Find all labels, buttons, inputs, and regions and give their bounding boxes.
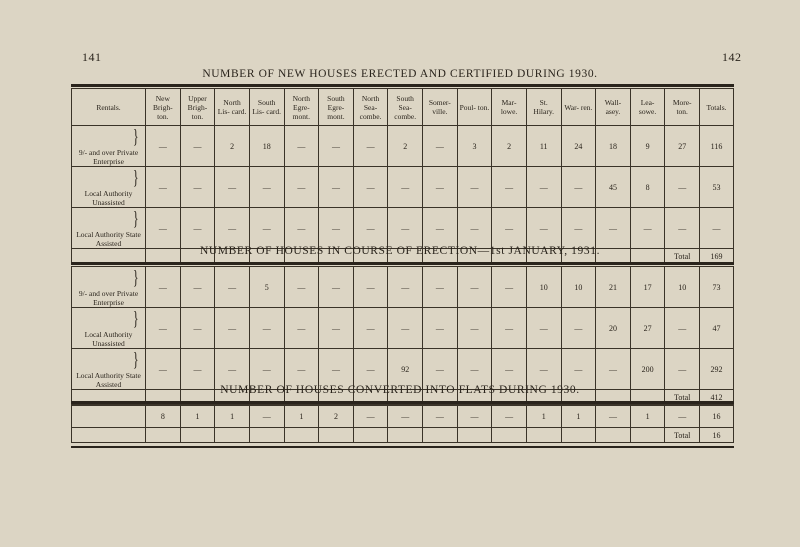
table-cell: — xyxy=(215,167,250,208)
table-row xyxy=(72,126,734,167)
total-label: Total xyxy=(665,428,700,443)
table-cell: — xyxy=(630,208,665,249)
table-cell: — xyxy=(284,167,319,208)
brace-mark: } xyxy=(133,167,140,189)
section1-table xyxy=(71,88,734,264)
section3-total-row xyxy=(72,428,734,443)
table-cell: — xyxy=(561,308,596,349)
table-cell: — xyxy=(353,308,388,349)
table-cell: 3 xyxy=(457,126,492,167)
table-cell: — xyxy=(215,267,250,308)
table-cell: — xyxy=(457,208,492,249)
table-cell: 53 xyxy=(700,167,734,208)
table-cell: — xyxy=(665,308,700,349)
empty-cell xyxy=(388,428,423,443)
table-cell: — xyxy=(423,349,458,390)
table-cell: — xyxy=(561,208,596,249)
table-cell: — xyxy=(249,406,284,428)
table-cell: — xyxy=(180,349,215,390)
table-cell: 20 xyxy=(596,308,631,349)
brace-mark: } xyxy=(133,308,140,330)
table-cell: 1 xyxy=(215,406,250,428)
table-cell: — xyxy=(492,349,527,390)
table-cell: — xyxy=(180,126,215,167)
table-cell: — xyxy=(319,208,354,249)
table-cell: 1 xyxy=(561,406,596,428)
section2-top-rule xyxy=(71,262,734,265)
table-cell: — xyxy=(180,208,215,249)
empty-cell xyxy=(284,428,319,443)
brace-mark: } xyxy=(133,267,140,289)
table-cell: — xyxy=(457,406,492,428)
row-label-text: Local Authority State Assisted xyxy=(76,230,141,248)
table-cell: — xyxy=(180,308,215,349)
table-cell: — xyxy=(457,167,492,208)
column-header: South Egre- mont. xyxy=(319,89,354,126)
column-header: Wall- asey. xyxy=(596,89,631,126)
empty-cell xyxy=(630,428,665,443)
table-cell: 200 xyxy=(630,349,665,390)
table-cell: — xyxy=(215,349,250,390)
table-cell: — xyxy=(492,208,527,249)
empty-cell xyxy=(596,428,631,443)
table-cell: 1 xyxy=(180,406,215,428)
table-cell: — xyxy=(665,406,700,428)
table-cell: 21 xyxy=(596,267,631,308)
section3-bottom-rule xyxy=(71,446,734,448)
empty-cell xyxy=(423,428,458,443)
empty-cell xyxy=(72,428,146,443)
empty-cell xyxy=(180,428,215,443)
table-cell: 2 xyxy=(215,126,250,167)
column-header: Totals. xyxy=(700,89,734,126)
table-cell: — xyxy=(596,406,631,428)
section1-title: NUMBER OF NEW HOUSES ERECTED AND CERTIFIED DURING 1930. xyxy=(202,68,598,80)
table-cell: — xyxy=(423,167,458,208)
column-header: St. Hilary. xyxy=(526,89,561,126)
table-cell: 2 xyxy=(319,406,354,428)
table-cell: 1 xyxy=(284,406,319,428)
empty-cell xyxy=(457,428,492,443)
row-label-text: Local Authority Unassisted xyxy=(84,330,133,348)
table-cell: — xyxy=(526,208,561,249)
row-label xyxy=(72,406,146,428)
table-cell: 8 xyxy=(630,167,665,208)
brace-mark: } xyxy=(133,208,140,230)
brace-mark: } xyxy=(133,126,140,148)
table-cell: — xyxy=(492,267,527,308)
table-cell: 24 xyxy=(561,126,596,167)
column-header: War- ren. xyxy=(561,89,596,126)
column-header: North Sea- combe. xyxy=(353,89,388,126)
table-cell: — xyxy=(284,267,319,308)
table-row xyxy=(72,167,734,208)
table-cell: — xyxy=(388,208,423,249)
table-cell: 16 xyxy=(700,406,734,428)
section1-top-rule xyxy=(71,84,734,87)
table-cell: 292 xyxy=(700,349,734,390)
table-row xyxy=(72,308,734,349)
table-cell: — xyxy=(665,208,700,249)
table-cell: — xyxy=(319,267,354,308)
table-cell: — xyxy=(526,349,561,390)
table-cell: — xyxy=(146,126,181,167)
table-cell: — xyxy=(249,349,284,390)
table-cell: — xyxy=(457,308,492,349)
table-cell: 47 xyxy=(700,308,734,349)
table-cell: 27 xyxy=(665,126,700,167)
column-header: Upper Brigh- ton. xyxy=(180,89,215,126)
table-cell: 8 xyxy=(146,406,181,428)
table-cell: 11 xyxy=(526,126,561,167)
column-header: More- ton. xyxy=(665,89,700,126)
row-label-text: 9/- and over Private Enterprise xyxy=(78,148,139,166)
row-label-text: 9/- and over Private Enterprise xyxy=(78,289,139,307)
table-cell: 10 xyxy=(526,267,561,308)
table-cell: — xyxy=(284,308,319,349)
table-row xyxy=(72,406,734,428)
table-cell: — xyxy=(146,349,181,390)
table-cell: — xyxy=(146,208,181,249)
table-cell: — xyxy=(423,267,458,308)
rentals-header: Rentals. xyxy=(72,89,146,126)
table-cell: — xyxy=(146,308,181,349)
table-cell: — xyxy=(492,308,527,349)
table-cell: — xyxy=(353,406,388,428)
table-cell: — xyxy=(596,349,631,390)
table-cell: — xyxy=(284,208,319,249)
section3-table xyxy=(71,405,734,443)
page-number-right: 142 xyxy=(722,50,742,64)
table-cell: — xyxy=(319,308,354,349)
table-cell: — xyxy=(319,126,354,167)
section3-top-rule xyxy=(71,401,734,404)
total-label: Total xyxy=(665,249,700,264)
total-value: 169 xyxy=(700,249,734,264)
table-cell: — xyxy=(284,126,319,167)
total-value: 16 xyxy=(700,428,734,443)
table-cell: — xyxy=(146,167,181,208)
table-cell: 18 xyxy=(249,126,284,167)
empty-cell xyxy=(249,428,284,443)
table-cell: 9 xyxy=(630,126,665,167)
table-cell: 73 xyxy=(700,267,734,308)
table-cell: — xyxy=(526,308,561,349)
table-cell: — xyxy=(526,167,561,208)
column-header: South Sea- combe. xyxy=(388,89,423,126)
column-header: Lea- sowe. xyxy=(630,89,665,126)
table-cell: — xyxy=(665,349,700,390)
row-label xyxy=(72,308,146,349)
table-cell: 116 xyxy=(700,126,734,167)
table-cell: — xyxy=(388,308,423,349)
table-cell: — xyxy=(249,308,284,349)
table-cell: — xyxy=(180,167,215,208)
row-label xyxy=(72,208,146,249)
table-cell: — xyxy=(353,208,388,249)
empty-cell xyxy=(215,428,250,443)
empty-cell xyxy=(146,428,181,443)
table-cell: — xyxy=(665,167,700,208)
section1-header-row xyxy=(72,89,734,126)
empty-cell xyxy=(319,428,354,443)
table-cell: — xyxy=(353,167,388,208)
column-header: Somer- ville. xyxy=(423,89,458,126)
table-cell: — xyxy=(423,406,458,428)
table-cell: — xyxy=(388,267,423,308)
empty-cell xyxy=(353,428,388,443)
table-cell: 92 xyxy=(388,349,423,390)
table-cell: — xyxy=(423,208,458,249)
table-cell: — xyxy=(249,167,284,208)
table-cell: — xyxy=(353,349,388,390)
total-value: 412 xyxy=(700,390,734,405)
empty-cell xyxy=(561,428,596,443)
total-label: Total xyxy=(665,390,700,405)
empty-cell xyxy=(526,428,561,443)
table-cell: 27 xyxy=(630,308,665,349)
row-label-text: Local Authority Unassisted xyxy=(84,189,133,207)
table-cell: — xyxy=(492,406,527,428)
table-cell: 45 xyxy=(596,167,631,208)
table-cell: — xyxy=(319,167,354,208)
table-cell: — xyxy=(284,349,319,390)
empty-cell xyxy=(492,428,527,443)
row-label xyxy=(72,267,146,308)
table-cell: 1 xyxy=(526,406,561,428)
table-cell: 18 xyxy=(596,126,631,167)
table-row xyxy=(72,267,734,308)
table-cell: 17 xyxy=(630,267,665,308)
section3-title: NUMBER OF HOUSES CONVERTED INTO FLATS DURING 1930. xyxy=(220,384,580,396)
column-header: North Lis- card. xyxy=(215,89,250,126)
table-cell: 10 xyxy=(561,267,596,308)
table-cell: — xyxy=(700,208,734,249)
table-cell: — xyxy=(492,167,527,208)
table-cell: — xyxy=(353,126,388,167)
table-row xyxy=(72,208,734,249)
table-cell: — xyxy=(215,308,250,349)
brace-mark: } xyxy=(133,349,140,371)
table-cell: — xyxy=(457,267,492,308)
column-header: New Brigh- ton. xyxy=(146,89,181,126)
column-header: South Lis- card. xyxy=(249,89,284,126)
column-header: Mar- lowe. xyxy=(492,89,527,126)
table-cell: — xyxy=(146,267,181,308)
table-cell: — xyxy=(388,167,423,208)
table-cell: — xyxy=(596,208,631,249)
row-label xyxy=(72,167,146,208)
table-cell: — xyxy=(215,208,250,249)
page-number-left: 141 xyxy=(82,50,102,64)
table-cell: — xyxy=(457,349,492,390)
table-cell: 5 xyxy=(249,267,284,308)
table-cell: — xyxy=(180,267,215,308)
row-label-text: Local Authority State Assisted xyxy=(76,371,141,389)
section2-title: NUMBER OF HOUSES IN COURSE OF ERECTION—1st JANUARY, 1931. xyxy=(199,245,601,257)
table-cell: — xyxy=(423,308,458,349)
table-cell: — xyxy=(561,349,596,390)
table-cell: — xyxy=(353,267,388,308)
table-cell: — xyxy=(561,167,596,208)
table-cell: 2 xyxy=(388,126,423,167)
column-header: North Egre- mont. xyxy=(284,89,319,126)
row-label xyxy=(72,126,146,167)
table-cell: — xyxy=(423,126,458,167)
table-cell: — xyxy=(388,406,423,428)
table-cell: 10 xyxy=(665,267,700,308)
table-cell: 1 xyxy=(630,406,665,428)
column-header: Poul- ton. xyxy=(457,89,492,126)
table-cell: 2 xyxy=(492,126,527,167)
table-cell: — xyxy=(249,208,284,249)
table-cell: — xyxy=(319,349,354,390)
